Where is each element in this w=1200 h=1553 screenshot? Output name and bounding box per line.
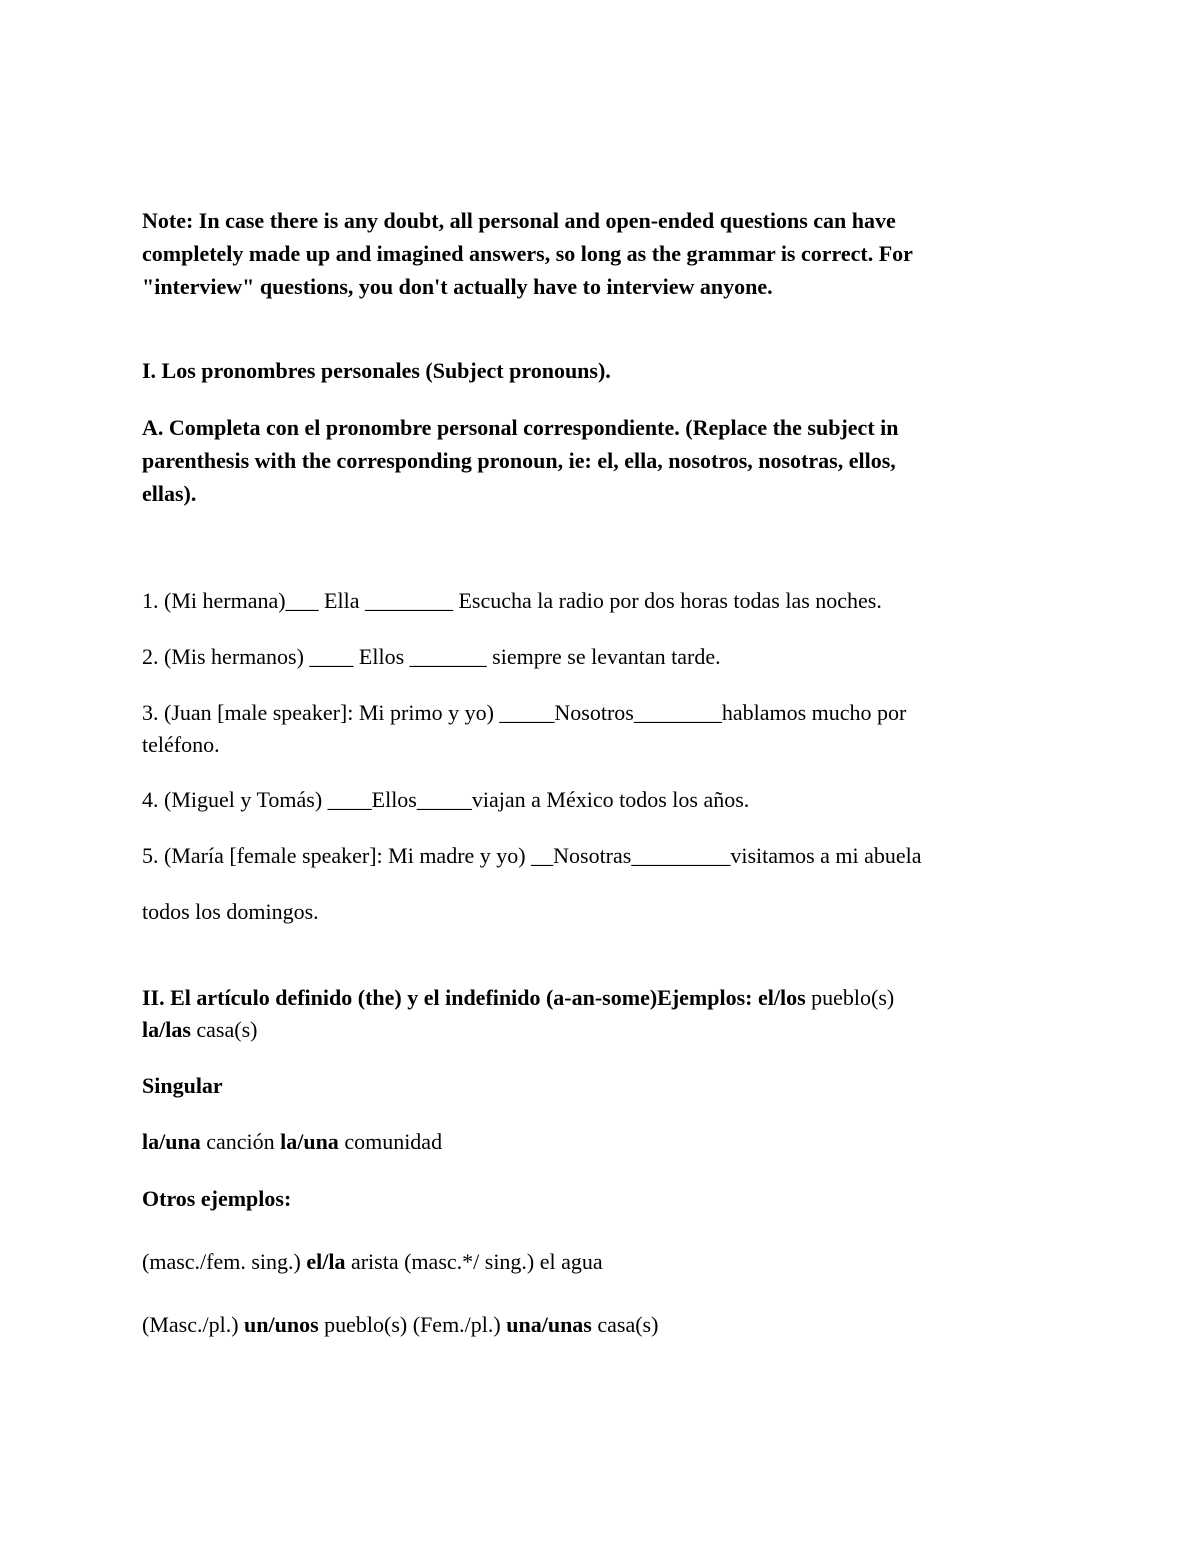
exercise-item-5: 5. (María [female speaker]: Mi madre y yo) __Nosotras_________visitamos a mi abuela xyxy=(142,843,922,868)
section1-instruction-line-2: parenthesis with the corresponding pronoun, ie: el, ella, nosotros, nosotras, ellos, xyxy=(142,448,896,473)
section2-heading-line2-normal: casa(s) xyxy=(190,1017,258,1042)
example-line-2 xyxy=(142,1311,1042,1339)
example-2-article-fem: una/unas xyxy=(506,1312,592,1337)
exercise-item-3-continued: teléfono. xyxy=(142,732,220,757)
exercise-item-4: 4. (Miguel y Tomás) ____Ellos_____viajan a México todos los años. xyxy=(142,787,750,812)
example-1-gender: (masc./fem. sing.) xyxy=(142,1249,307,1274)
section1-instruction-line-1: A. Completa con el pronombre personal correspondiente. (Replace the subject in xyxy=(142,415,899,440)
singular-article-b: la/una xyxy=(280,1129,339,1154)
exercise-item-5-continued: todos los domingos. xyxy=(142,899,319,924)
exercise-item-2: 2. (Mis hermanos) ____ Ellos _______ siempre se levantan tarde. xyxy=(142,644,721,669)
section1-heading: I. Los pronombres personales (Subject pronouns). xyxy=(142,358,611,383)
note-line-1: Note: In case there is any doubt, all personal and open-ended questions can have xyxy=(142,208,896,233)
singular-noun-a: canción xyxy=(200,1129,281,1154)
example-2-article-masc: un/unos xyxy=(244,1312,319,1337)
example-2-gender-masc: (Masc./pl.) xyxy=(142,1312,245,1337)
example-2-noun-masc: pueblo(s) (Fem./pl.) xyxy=(318,1312,507,1337)
singular-article-a: la/una xyxy=(142,1129,201,1154)
note-line-3: "interview" questions, you don't actually have to interview anyone. xyxy=(142,274,773,299)
section2-heading-bold: II. El artículo definido (the) y el indefinido (a-an-some)Ejemplos: el/los xyxy=(142,985,806,1010)
exercise-item-1: 1. (Mi hermana)___ Ella ________ Escucha la radio por dos horas todas las noches. xyxy=(142,588,882,613)
singular-examples xyxy=(142,1128,1042,1156)
section1-instruction-line-3: ellas). xyxy=(142,481,197,506)
example-2-noun-fem: casa(s) xyxy=(591,1312,659,1337)
section2-heading-line2-bold: la/las xyxy=(142,1017,191,1042)
otros-ejemplos-label: Otros ejemplos: xyxy=(142,1186,292,1211)
singular-noun-b: comunidad xyxy=(338,1129,443,1154)
section2-heading-normal: pueblo(s) xyxy=(805,985,895,1010)
section2-heading xyxy=(142,984,1042,1012)
section2-heading-line-2 xyxy=(142,1016,1042,1044)
example-line-1 xyxy=(142,1248,1042,1276)
singular-label: Singular xyxy=(142,1073,223,1098)
note-line-2: completely made up and imagined answers, so long as the grammar is correct. For xyxy=(142,241,913,266)
exercise-item-3: 3. (Juan [male speaker]: Mi primo y yo) _____Nosotros________hablamos mucho por xyxy=(142,700,907,725)
example-1-article: el/la xyxy=(306,1249,346,1274)
example-1-rest: arista (masc.*/ sing.) el agua xyxy=(345,1249,603,1274)
